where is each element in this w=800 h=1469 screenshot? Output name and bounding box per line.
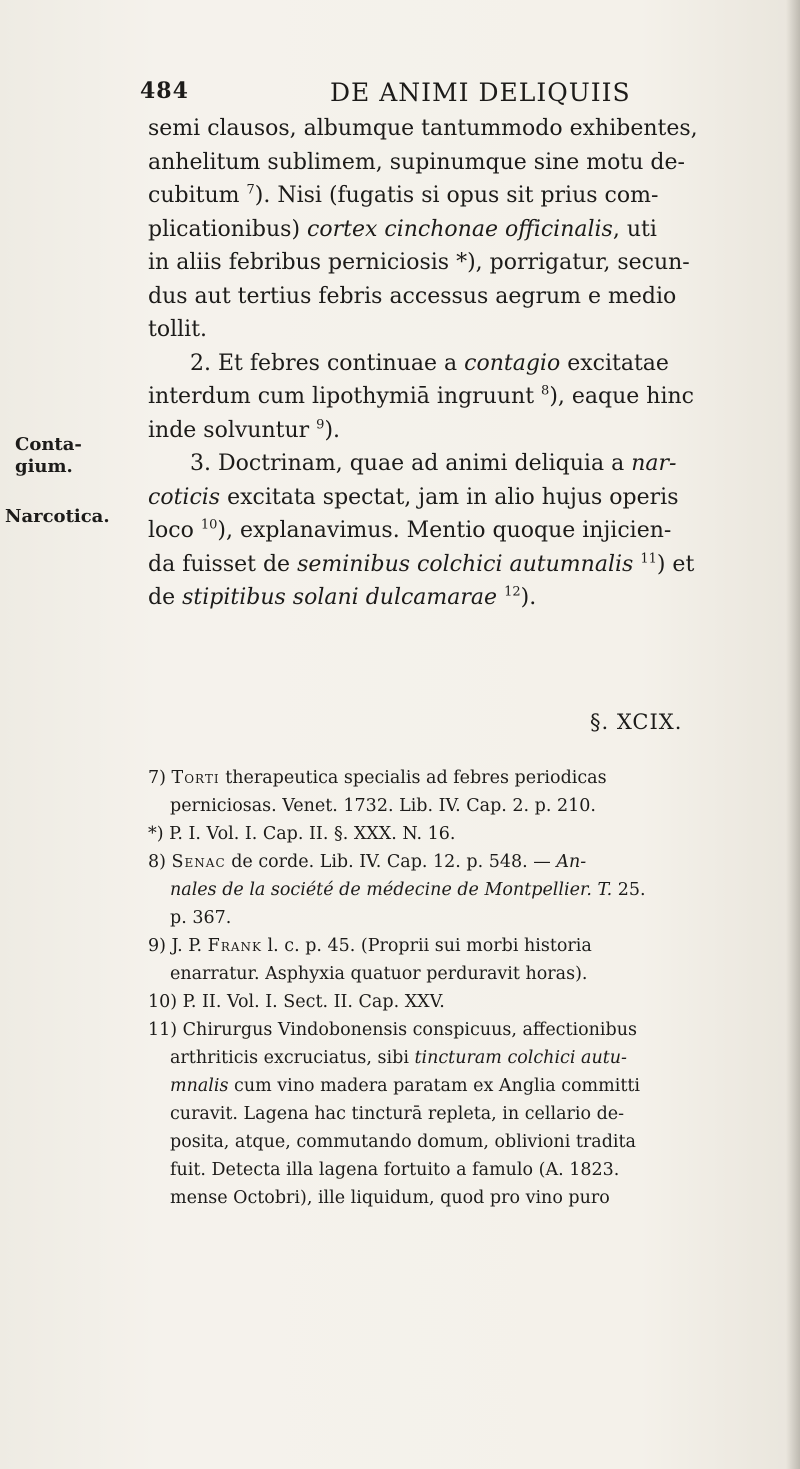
text-line: dus aut tertius febris accessus aegrum e medio	[148, 283, 677, 309]
footnote-star: *) P. I. Vol. I. Cap. II. §. XXX. N. 16.	[148, 824, 456, 844]
footnote-line: fuit. Detecta illa lagena fortuito a famulo (A. 1823.	[170, 1160, 620, 1180]
text-line: plicationibus) cortex cinchonae officinalis, uti	[148, 216, 657, 242]
text-line: inde solvuntur $^9$).	[148, 417, 341, 443]
text-line: semi clausos, albumque tantummodo exhibentes,	[148, 116, 698, 141]
footnote-line: perniciosas. Venet. 1732. Lib. IV. Cap. 2. p. 210.	[170, 796, 596, 816]
footnote-line: mnalis cum vino madera paratam ex Anglia committi	[170, 1076, 641, 1096]
text-line: loco $^{10}$), explanavimus. Mentio quoque injicien-	[148, 517, 672, 543]
text-line: coticis excitata spectat, jam in alio hujus operis	[148, 484, 679, 510]
margin-note-line: Conta-	[15, 434, 82, 455]
footnote-8: 8) Senac de corde. Lib. IV. Cap. 12. p. 548. — An-	[148, 852, 587, 872]
footnote-line: enarratur. Asphyxia quatuor perduravit horas).	[170, 964, 588, 984]
footnote-line: mense Octobri), ille liquidum, quod pro vino puro	[170, 1188, 610, 1208]
footnotes	[148, 764, 778, 1212]
text-line: cubitum $^7$). Nisi (fugatis si opus sit prius com-	[148, 182, 659, 208]
text-line: in aliis febribus perniciosis *), porrigatur, secun-	[148, 250, 690, 275]
text-line: de stipitibus solani dulcamarae $^{12}$).	[148, 584, 537, 610]
paragraph-3-line: 3. Doctrinam, quae ad animi deliquia a nar-	[190, 451, 677, 476]
text-line: tollit.	[148, 317, 208, 342]
footnote-line: curavit. Lagena hac tincturā repleta, in cellario de-	[170, 1104, 625, 1124]
footnote-9: 9) J. P. Frank l. c. p. 45. (Proprii sui morbi historia	[148, 936, 592, 956]
section-mark: §. XCIX.	[590, 710, 683, 734]
margin-note-narcotica: Narcotica.	[5, 506, 110, 527]
page-edge-shadow	[786, 0, 800, 1469]
footnote-7: 7) Torti therapeutica specialis ad febres periodicas	[148, 768, 607, 788]
text-line: anhelitum sublimem, supinumque sine motu de-	[148, 149, 685, 175]
paragraph-2-line: 2. Et febres continuae a contagio excitatae	[190, 350, 669, 376]
footnote-line: arthriticis excruciatus, sibi tincturam colchici autu-	[170, 1048, 627, 1068]
page-number: 484	[140, 78, 189, 104]
footnote-11: 11) Chirurgus Vindobonensis conspicuus, affectionibus	[148, 1020, 637, 1040]
footnote-line: posita, atque, commutando domum, oblivioni tradita	[170, 1132, 636, 1152]
text-line: interdum cum lipothymiā ingruunt $^8$), eaque hinc	[148, 383, 694, 409]
margin-note-contagium	[15, 434, 82, 478]
text-line: da fuisset de seminibus colchici autumnalis $^{11}$) et	[148, 551, 695, 577]
running-title: DE ANIMI DELIQUIIS	[330, 78, 631, 107]
footnote-line: p. 367.	[170, 908, 232, 928]
footnote-line: nales de la société de médecine de Montpellier. T. 25.	[170, 880, 646, 900]
margin-note-line: gium.	[15, 456, 73, 477]
footnote-10: 10) P. II. Vol. I. Sect. II. Cap. XXV.	[148, 992, 445, 1012]
main-text	[148, 112, 778, 615]
